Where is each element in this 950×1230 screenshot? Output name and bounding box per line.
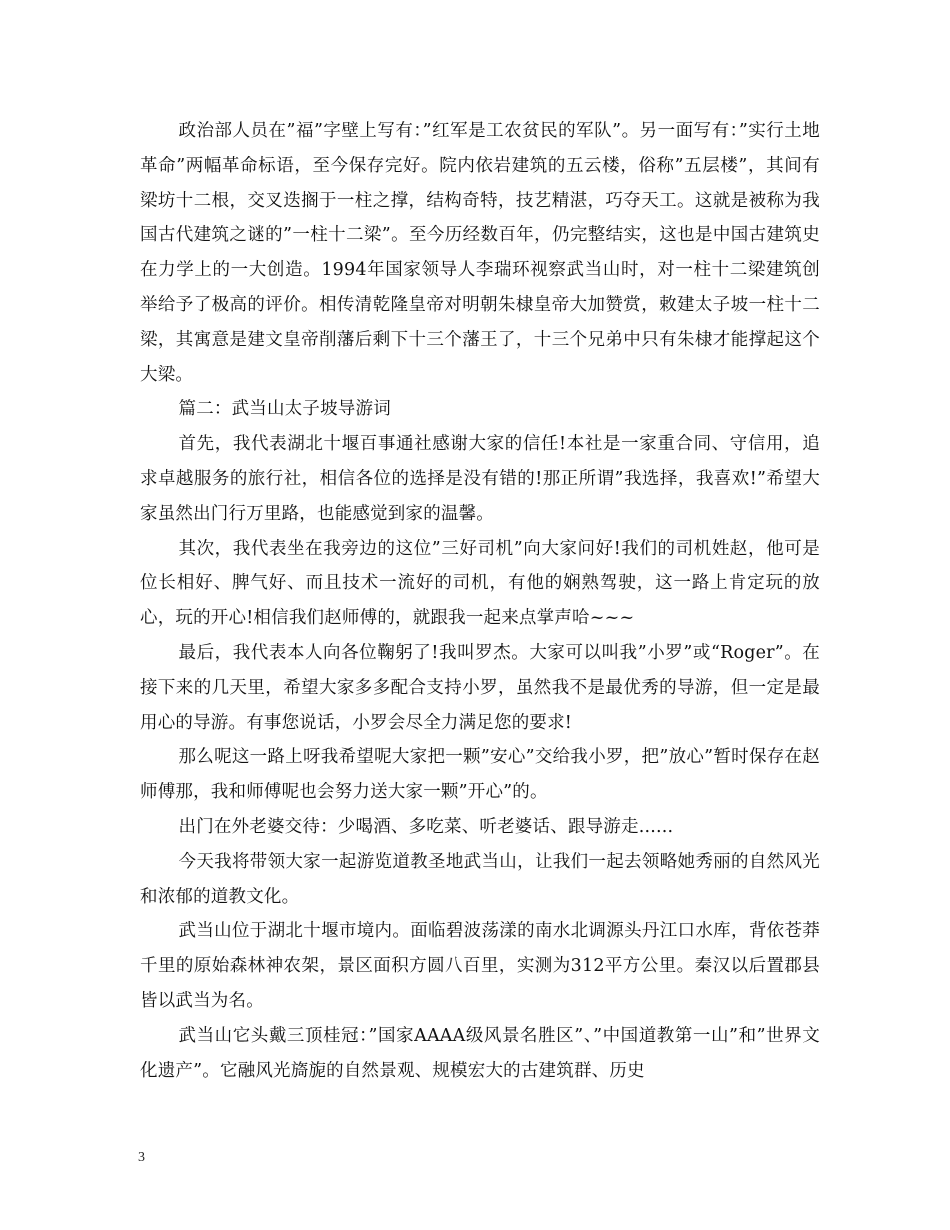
paragraph: 武当山位于湖北十堰市境内。面临碧波荡漾的南水北调源头丹江口水库，背依苍莽千里的原始森林神农架，景区面积方圆八百里，实测为312平方公里。秦汉以后置郡县皆以武当为名。 (140, 921, 820, 1011)
paragraph: 出门在外老婆交待：少喝酒、多吃菜、听老婆话、跟导游走...... (178, 816, 674, 837)
paragraph: 最后，我代表本人向各位鞠躬了!我叫罗杰。大家可以叫我”小罗”或“Roger”。在接下来的几天里，希望大家多多配合支持小罗，虽然我不是最优秀的导游，但一定是最用心的导游。有事您说话，小罗会尽全力满足您的要求! (140, 642, 820, 733)
paragraph: 首先，我代表湖北十堰百事通社感谢大家的信任!本社是一家重合同、守信用，追求卓越服务的旅行社，相信各位的选择是没有错的!那正所谓”我选择，我喜欢!”希望大家虽然出门行万里路，也能感觉到家的温馨。 (140, 434, 820, 524)
body-text (140, 114, 820, 1088)
paragraph: 今天我将带领大家一起游览道教圣地武当山，让我们一起去领略她秀丽的自然风光和浓郁的道教文化。 (140, 851, 820, 907)
section-heading: 篇二：武当山太子坡导游词 (178, 399, 391, 420)
page-number: 3 (138, 1150, 145, 1165)
paragraph: 武当山它头戴三顶桂冠：”国家AAAA级风景名胜区”、”中国道教第一山”和”世界文化遗产”。它融风光旖旎的自然景观、规模宏大的古建筑群、历史 (140, 1025, 820, 1081)
paragraph: 那么呢这一路上呀我希望呢大家把一颗”安心”交给我小罗，把”放心”暂时保存在赵师傅那，我和师傅呢也会努力送大家一颗”开心”的。 (140, 747, 820, 803)
paragraph: 政治部人员在”福”字壁上写有：”红军是工农贫民的军队”。另一面写有：”实行土地革命”两幅革命标语，至今保存完好。院内依岩建筑的五云楼，俗称”五层楼”，其间有梁坊十二根，交叉迭搁于一柱之撑，结构奇特，技艺精湛，巧夺天工。这就是被称为我国古代建筑之谜的”一柱十二梁”。至今历经数百年，仍完整结实，这也是中国古建筑史在力学上的一大创造。1994年国家领导人李瑞环视察武当山时，对一柱十二梁建筑创举给予了极高的评价。相传清乾隆皇帝对明朝朱棣皇帝大加赞赏，敕建太子坡一柱十二梁，其寓意是建文皇帝削藩后剩下十三个藩王了，十三个兄弟中只有朱棣才能撑起这个大梁。 (140, 121, 820, 385)
paragraph: 其次，我代表坐在我旁边的这位”三好司机”向大家问好!我们的司机姓赵，他可是位长相好、脾气好、而且技术一流好的司机，有他的娴熟驾驶，这一路上肯定玩的放心，玩的开心!相信我们赵师傅的，就跟我一起来点掌声哈~~~ (140, 538, 820, 629)
